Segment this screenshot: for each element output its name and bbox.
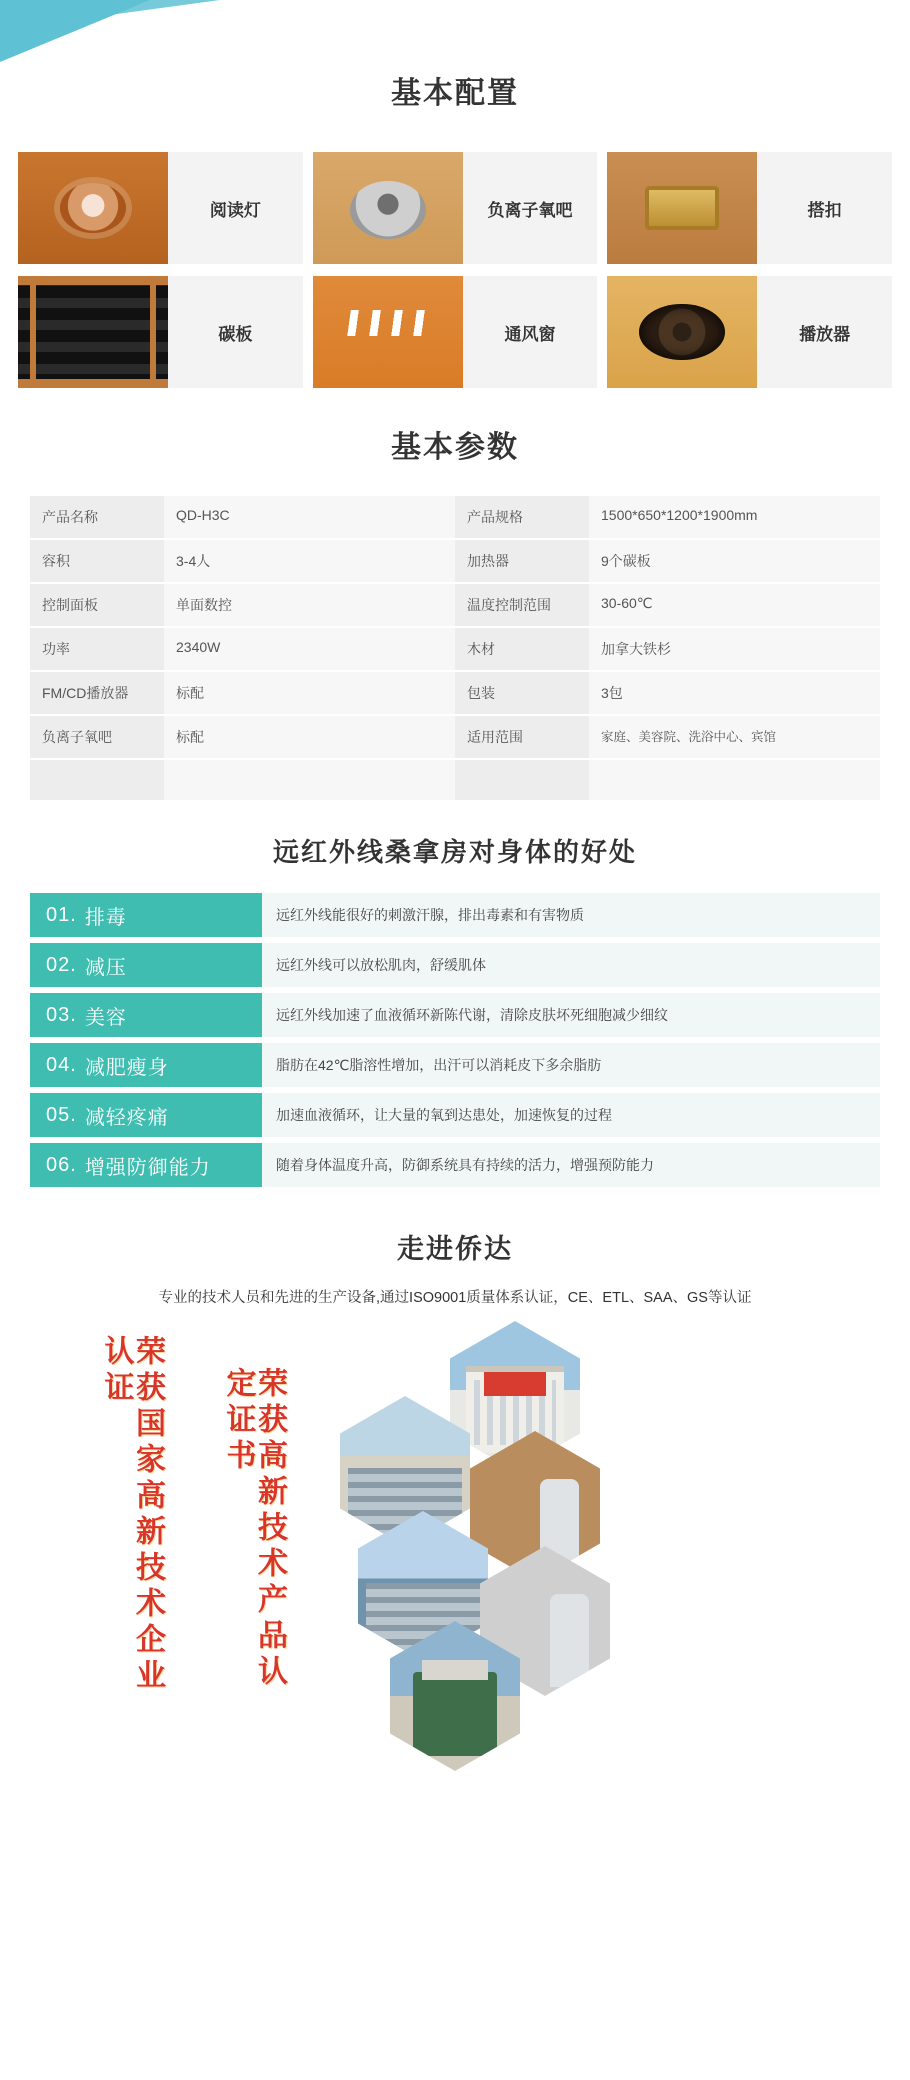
- spec-key: [455, 760, 589, 802]
- config-item-reading-light: [18, 152, 303, 264]
- spec-value: 标配: [164, 716, 455, 760]
- honor-text-product: 荣获高新技术产品认定证书: [221, 1367, 286, 1691]
- spec-key: 容积: [30, 540, 164, 584]
- ventilation-window-photo: [313, 276, 463, 388]
- benefit-desc: 远红外线可以放松肌肉，舒缓肌体: [262, 943, 880, 987]
- spec-value: 3包: [589, 672, 880, 716]
- carbon-panel-photo: [18, 276, 168, 388]
- spec-key: 温度控制范围: [455, 584, 589, 628]
- spec-key: 木材: [455, 628, 589, 672]
- benefit-desc: 随着身体温度升高，防御系统具有持续的活力，增强预防能力: [262, 1143, 880, 1187]
- spec-value: 30-60℃: [589, 584, 880, 628]
- benefit-name: 减压: [84, 956, 127, 979]
- benefit-name: 减轻疼痛: [84, 1106, 169, 1129]
- benefit-number: 04.: [46, 1053, 77, 1076]
- spec-value: 标配: [164, 672, 455, 716]
- config-item-ion-oxygen-bar: [313, 152, 598, 264]
- spec-key: 产品规格: [455, 496, 589, 540]
- config-item-carbon-panel: [18, 276, 303, 388]
- benefit-desc: 加速血液循环，让大量的氧到达患处，加速恢复的过程: [262, 1093, 880, 1137]
- factory-photo-hexagons: [330, 1321, 630, 1721]
- config-section-title: 基本配置: [391, 77, 519, 110]
- spec-value: [164, 760, 455, 802]
- honor-text-national: 荣获国家高新技术企业认证: [99, 1335, 164, 1695]
- config-item-label: 搭扣: [807, 200, 842, 220]
- top-left-corner-decoration-2: [0, 0, 220, 30]
- spec-value: 单面数控: [164, 584, 455, 628]
- benefit-desc: 脂肪在42℃脂溶性增加，出汗可以消耗皮下多余脂肪: [262, 1043, 880, 1087]
- spec-key: 包装: [455, 672, 589, 716]
- company-section: [0, 1193, 910, 1721]
- spec-value: QD-H3C: [164, 496, 455, 540]
- spec-value: 3-4人: [164, 540, 455, 584]
- spec-value: 9个碳板: [589, 540, 880, 584]
- benefit-number: 06.: [46, 1153, 77, 1176]
- benefit-desc: 远红外线能很好的刺激汗腺，排出毒素和有害物质: [262, 893, 880, 937]
- benefit-name: 减肥瘦身: [84, 1056, 169, 1079]
- spec-value: 1500*650*1200*1900mm: [589, 496, 880, 540]
- benefits-list: [30, 893, 880, 1187]
- config-item-label: 通风窗: [504, 324, 556, 344]
- company-description: 专业的技术人员和先进的生产设备,通过ISO9001质量体系认证，CE、ETL、SAA、GS等认证: [158, 1290, 752, 1306]
- spec-value: [589, 760, 880, 802]
- config-item-label: 播放器: [799, 324, 851, 344]
- benefit-row: [30, 943, 880, 987]
- benefit-row: [30, 1043, 880, 1087]
- spec-key: [30, 760, 164, 802]
- spec-key: FM/CD播放器: [30, 672, 164, 716]
- config-item-label: 碳板: [218, 324, 253, 344]
- benefit-number: 01.: [46, 903, 77, 926]
- company-section-title: 走进侨达: [397, 1234, 513, 1264]
- benefit-title: [30, 893, 262, 937]
- spec-key: 适用范围: [455, 716, 589, 760]
- config-item-latch: [607, 152, 892, 264]
- latch-photo: [607, 152, 757, 264]
- machine-shape: [413, 1672, 496, 1756]
- spec-value: 2340W: [164, 628, 455, 672]
- spec-key: 功率: [30, 628, 164, 672]
- benefit-title: [30, 1043, 262, 1087]
- benefit-name: 美容: [84, 1006, 127, 1029]
- benefits-section-title: 远红外线桑拿房对身体的好处: [272, 837, 637, 867]
- ion-oxygen-bar-photo: [313, 152, 463, 264]
- benefit-title: [30, 943, 262, 987]
- benefit-row: [30, 1093, 880, 1137]
- reading-light-photo: [18, 152, 168, 264]
- config-grid: [18, 152, 892, 388]
- benefit-title: [30, 1143, 262, 1187]
- benefit-number: 05.: [46, 1103, 77, 1126]
- benefits-section: [0, 802, 910, 1187]
- benefit-number: 02.: [46, 953, 77, 976]
- benefit-desc: 远红外线加速了血液循环新陈代谢，清除皮肤坏死细胞减少细纹: [262, 993, 880, 1037]
- worker-shape: [550, 1594, 589, 1687]
- spec-table: [30, 496, 880, 802]
- company-sign-shape: [484, 1372, 546, 1396]
- config-item-label: 负离子氧吧: [487, 200, 573, 220]
- params-section-title: 基本参数: [391, 431, 519, 464]
- benefit-name: 排毒: [84, 906, 127, 929]
- spec-key: 加热器: [455, 540, 589, 584]
- spec-value: 家庭、美容院、洗浴中心、宾馆: [589, 716, 880, 760]
- benefit-name: 增强防御能力: [84, 1156, 211, 1179]
- params-section: [0, 388, 910, 802]
- benefit-title: [30, 1093, 262, 1137]
- config-item-player: [607, 276, 892, 388]
- player-photo: [607, 276, 757, 388]
- benefit-row: [30, 893, 880, 937]
- benefit-row: [30, 993, 880, 1037]
- spec-key: 产品名称: [30, 496, 164, 540]
- config-item-ventilation-window: [313, 276, 598, 388]
- benefit-title: [30, 993, 262, 1037]
- benefit-number: 03.: [46, 1003, 77, 1026]
- honors-collage: [0, 1321, 910, 1721]
- spec-key: 负离子氧吧: [30, 716, 164, 760]
- spec-value: 加拿大铁杉: [589, 628, 880, 672]
- benefit-row: [30, 1143, 880, 1187]
- spec-key: 控制面板: [30, 584, 164, 628]
- config-item-label: 阅读灯: [209, 200, 261, 220]
